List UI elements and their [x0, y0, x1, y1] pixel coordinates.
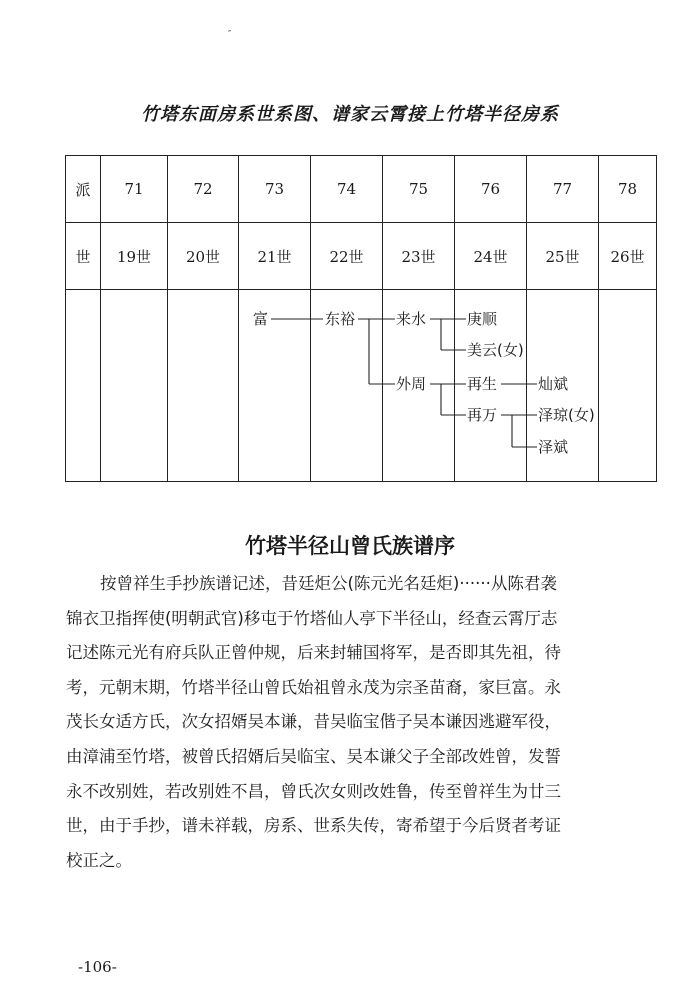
pai-label: 派: [66, 156, 101, 223]
shi-cell: 25世: [527, 223, 599, 290]
family-tree-diagram: [65, 287, 636, 478]
pai-cell: 75: [383, 156, 455, 223]
shi-row: [66, 223, 657, 290]
tree-node-meiyun: 美云(女): [467, 341, 524, 359]
shi-cell: 23世: [383, 223, 455, 290]
preface-body: [66, 567, 640, 878]
pai-cell: 74: [311, 156, 383, 223]
pai-cell: 78: [599, 156, 657, 223]
shi-cell: 21世: [239, 223, 311, 290]
pai-cell: 77: [527, 156, 599, 223]
pai-row: [66, 156, 657, 223]
tree-node-zebin: 泽斌: [538, 438, 569, 456]
tree-node-canbin: 灿斌: [538, 375, 569, 393]
tree-node-zeqiong: 泽琼(女): [538, 406, 595, 424]
shi-cell: 24世: [455, 223, 527, 290]
body-line: 校正之。: [66, 850, 132, 870]
section-title: 竹塔半径山曾氏族谱序: [245, 534, 455, 558]
pai-cell: 73: [239, 156, 311, 223]
shi-cell: 22世: [311, 223, 383, 290]
tree-node-waizhou: 外周: [396, 375, 427, 393]
page-mark: ″: [228, 30, 232, 40]
shi-label: 世: [66, 223, 101, 290]
table-title: 竹塔东面房系世系图、谱家云霄接上竹塔半径房系: [141, 104, 559, 125]
tree-node-laishui: 来水: [396, 310, 427, 328]
pai-cell: 76: [455, 156, 527, 223]
shi-cell: 26世: [599, 223, 657, 290]
pai-cell: 71: [101, 156, 168, 223]
tree-node-zaiwan: 再万: [467, 406, 498, 424]
shi-cell: 20世: [168, 223, 239, 290]
body-line: 永不改别姓，若改别姓不昌，曾氏次女则改姓鲁，传至曾祥生为廿三: [66, 781, 561, 801]
body-line: 茂长女适方氏，次女招婿吴本谦，昔吴临宝偕子吴本谦因逃避军役，: [66, 712, 561, 732]
tree-node-fu: 富: [253, 310, 269, 328]
tree-node-zaisheng: 再生: [467, 375, 498, 393]
pai-cell: 72: [168, 156, 239, 223]
body-line: 由漳浦至竹塔，被曾氏招婿后吴临宝、吴本谦父子全部改姓曾，发誓: [66, 746, 561, 766]
body-line: 按曾祥生手抄族谱记述，昔廷炬公(陈元光名廷炬)······从陈君袭: [100, 574, 557, 593]
tree-node-dongyu: 东裕: [325, 310, 356, 328]
page-number: -106-: [78, 958, 117, 976]
shi-cell: 19世: [101, 223, 168, 290]
body-line: 世，由于手抄，谱未祥载，房系、世系失传，寄希望于今后贤者考证: [66, 816, 561, 836]
body-line: 记述陈元光有府兵队正曾仲规，后来封辅国将军，是否即其先祖，待: [66, 643, 561, 663]
body-line: 锦衣卫指挥使(明朝武官)移屯于竹塔仙人亭下半径山，经查云霄厅志: [66, 608, 558, 628]
tree-node-gengshun: 庚顺: [467, 310, 498, 328]
body-line: 考，元朝末期，竹塔半径山曾氏始祖曾永茂为宗圣苗裔，家巨富。永: [66, 677, 561, 697]
